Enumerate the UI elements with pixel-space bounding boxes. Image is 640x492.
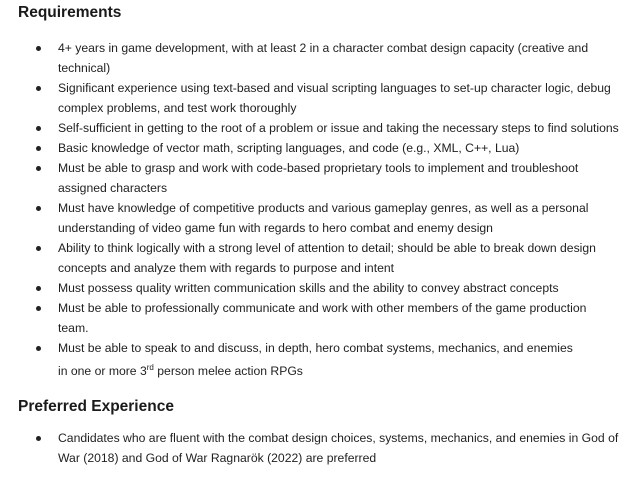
- list-item-text: Must possess quality written communication skills and the ability to convey abstract concepts: [58, 281, 559, 295]
- bullet-icon: [36, 86, 41, 91]
- bullet-icon: [36, 166, 41, 171]
- list-item-text: Candidates who are fluent with the combat design choices, systems, mechanics, and enemies in God of War (2018) and God of War Ragnarök (2022) are preferred: [58, 431, 619, 465]
- preferred-list: [18, 428, 620, 468]
- text-part: in one or more 3: [58, 364, 147, 378]
- list-item-text: 4+ years in game development, with at least 2 in a character combat design capacity (creative and technical): [58, 41, 589, 75]
- requirements-heading: Requirements: [18, 4, 122, 21]
- requirements-list: [18, 38, 620, 384]
- bullet-icon: [36, 306, 41, 311]
- list-item: [18, 138, 620, 158]
- list-item: [18, 338, 620, 384]
- list-item: [18, 78, 620, 118]
- list-item-text: Must be able to grasp and work with code-based proprietary tools to implement and troubleshoot assigned characters: [58, 161, 579, 195]
- ordinal-suffix: rd: [146, 363, 154, 372]
- bullet-icon: [36, 126, 41, 131]
- bullet-icon: [36, 286, 41, 291]
- list-item-text: Must be able to professionally communicate and work with other members of the game production team.: [58, 301, 587, 335]
- list-item-text: Significant experience using text-based and visual scripting languages to set-up character logic, debug complex problems, and test work thoroughly: [58, 81, 611, 115]
- list-item: [18, 198, 620, 238]
- bullet-icon: [36, 46, 41, 51]
- list-item-text: Must be able to speak to and discuss, in depth, hero combat systems, mechanics, and enemies: [58, 341, 573, 355]
- list-item: [18, 278, 620, 298]
- list-item: [18, 428, 620, 468]
- list-item-text: Basic knowledge of vector math, scripting languages, and code (e.g., XML, C++, Lua): [58, 141, 520, 155]
- bullet-icon: [36, 436, 41, 441]
- list-item: [18, 298, 620, 338]
- list-item: [18, 238, 620, 278]
- bullet-icon: [36, 246, 41, 251]
- list-item-text: Must have knowledge of competitive products and various gameplay genres, as well as a personal understanding of video game fun with regards to hero combat and enemy design: [58, 201, 589, 235]
- bullet-icon: [36, 206, 41, 211]
- list-item-text: Ability to think logically with a strong level of attention to detail; should be able to break down design concepts and analyze them with regards to purpose and intent: [58, 241, 596, 275]
- preferred-experience-heading: Preferred Experience: [18, 398, 174, 415]
- list-item: [18, 158, 620, 198]
- list-item: [18, 118, 620, 138]
- list-item-text: Self-sufficient in getting to the root of a problem or issue and taking the necessary steps to find solutions: [58, 121, 619, 135]
- text-part: person melee action RPGs: [153, 364, 303, 378]
- bullet-icon: [36, 146, 41, 151]
- list-item-text-line2: [58, 358, 620, 384]
- list-item: [18, 38, 620, 78]
- bullet-icon: [36, 346, 41, 351]
